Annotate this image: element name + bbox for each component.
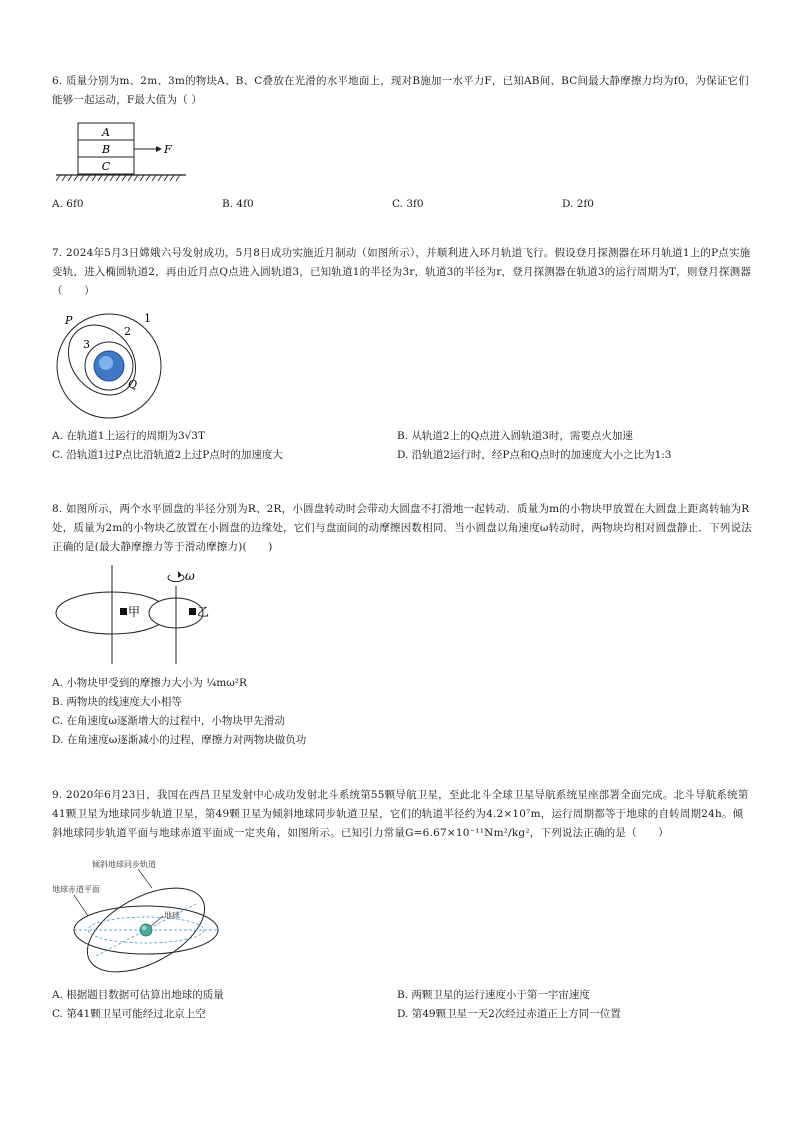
question-7 [52, 244, 752, 301]
earth-label: 地球 [164, 911, 180, 920]
orbit-2-label: 2 [124, 325, 131, 338]
q9-option-b[interactable]: B. 两颗卫星的运行速度小于第一宇宙速度 [397, 989, 590, 1001]
question-8 [52, 500, 752, 557]
q6-option-b[interactable]: B. 4f0 [222, 198, 254, 210]
q9-option-c[interactable]: C. 第41颗卫星可能经过北京上空 [52, 1008, 206, 1020]
question-6-options [52, 198, 732, 210]
question-7-options [52, 427, 742, 465]
block-c-label: C [101, 160, 111, 173]
q8-option-a[interactable]: A. 小物块甲受到的摩擦力大小为 ¼mω²R [52, 677, 247, 689]
q9-option-d[interactable]: D. 第49颗卫星一天2次经过赤道正上方同一位置 [397, 1008, 621, 1020]
q8-option-d[interactable]: D. 在角速度ω逐渐减小的过程，摩擦力对两物块做负功 [52, 734, 307, 746]
orbit-1-label: 1 [144, 312, 151, 325]
q7-option-b[interactable]: B. 从轨道2上的Q点进入圆轨道3时，需要点火加速 [397, 430, 633, 442]
lunar-orbits-figure [52, 308, 172, 424]
q9-option-a[interactable]: A. 根据题目数据可估算出地球的质量 [52, 989, 224, 1001]
force-f-label: F [164, 143, 172, 156]
question-6 [52, 72, 752, 110]
q7-option-d[interactable]: D. 沿轨道2运行时，经P点和Q点时的加速度大小之比为1:3 [397, 449, 672, 461]
omega-label: ω [185, 569, 195, 583]
stacked-blocks-figure [52, 118, 192, 188]
q7-option-c[interactable]: C. 沿轨道1过P点比沿轨道2上过P点时的加速度大 [52, 449, 283, 461]
question-9-options [52, 986, 742, 1024]
equator-plane-label: 地球赤道平面 [52, 885, 100, 894]
question-8-stem: 8. 如图所示，两个水平圆盘的半径分别为R、2R，小圆盘转动时会带动大圆盘不打滑地一起转动．质量为m的小物块甲放置在大圆盘上距离转轴为R处，质量为2m的小物块乙放置在小圆盘的边缘处，它们与盘面间的动摩擦因数相同．当小圆盘以角速度ω转动时，两物块均相对圆盘静止．下列说法正确的是(最大静摩擦力等于滑动摩擦力)( ) [52, 503, 752, 553]
point-q-label: Q [128, 378, 138, 391]
question-9 [52, 786, 752, 843]
question-7-stem: 7. 2024年5月3日嫦娥六号发射成功，5月8日成功实施近月制动（如图所示），并顺利进入环月轨道飞行。假设登月探测器在环月轨道1上的P点实施变轨，进入椭圆轨道2，再由近月点Q点进入圆轨道3，已知轨道1的半径为3r，轨道3的半径为r，登月探测器在轨道3的运行周期为T，则登月探测器（ ） [52, 247, 752, 297]
orbit-3-label: 3 [83, 338, 90, 351]
question-9-stem: 9. 2020年6月23日，我国在西昌卫星发射中心成功发射北斗系统第55颗导航卫星，至此北斗全球卫星导航系统星座部署全面完成。北斗导航系统第41颗卫星为地球同步轨道卫星，第49颗卫星为倾斜地球同步轨道卫星，它们的轨道半径约为4.2×10⁷m，运行周期都等于地球的自转周期24h。倾斜地球同步轨道平面与地球赤道平面成一定夹角，如图所示。已知引力常量G=6.67×10⁻¹¹Nm²/kg²，下列说法正确的是（ ） [52, 789, 749, 839]
q8-option-c[interactable]: C. 在角速度ω逐渐增大的过程中，小物块甲先滑动 [52, 715, 285, 727]
q6-option-c[interactable]: C. 3f0 [392, 198, 424, 210]
block-b-label: B [101, 143, 111, 156]
block-a-label: A [102, 126, 110, 139]
q6-option-d[interactable]: D. 2f0 [562, 198, 594, 210]
q6-option-a[interactable]: A. 6f0 [52, 198, 84, 210]
q8-option-b[interactable]: B. 两物块的线速度大小相等 [52, 696, 182, 708]
satellite-orbits-figure [52, 858, 222, 982]
inclined-orbit-label: 倾斜地球同步轨道 [92, 860, 156, 869]
block-jia-label: 甲 [128, 605, 141, 619]
point-p-label: P [65, 314, 73, 327]
q7-option-a[interactable]: A. 在轨道1上运行的周期为3√3T [52, 430, 205, 442]
rotating-discs-figure [52, 560, 242, 670]
block-yi-label: 乙 [197, 605, 210, 619]
question-6-stem: 6. 质量分别为m、2m、3m的物块A、B、C叠放在光滑的水平地面上，现对B施加一水平力F，已知AB间、BC间最大静摩擦力均为f0，为保证它们能够一起运动，F最大值为（ ） [52, 75, 749, 106]
question-8-options [52, 674, 306, 750]
